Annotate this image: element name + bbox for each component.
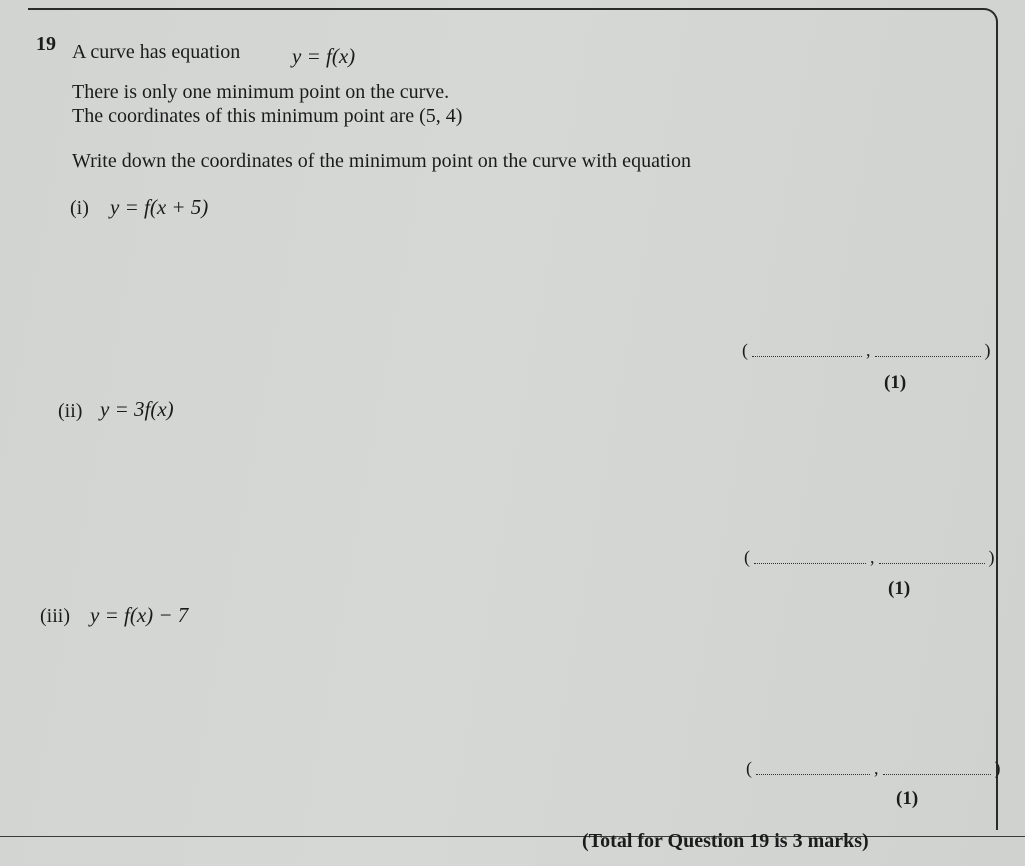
part-iii-y-blank[interactable] <box>883 773 991 775</box>
part-i-marks: (1) <box>884 372 907 393</box>
part-iii-equation: y = f(x) − 7 <box>90 603 189 627</box>
question-line-2: The coordinates of this minimum point are (5, 4) <box>72 105 463 127</box>
question-equation: y = f(x) <box>292 44 356 68</box>
part-ii-label: (ii) <box>58 400 83 422</box>
part-iii-answer[interactable] <box>746 758 1001 779</box>
part-iii-x-blank[interactable] <box>756 773 870 775</box>
part-ii-marks: (1) <box>888 578 911 599</box>
part-i-close-paren: ) <box>984 340 991 360</box>
part-i-y-blank[interactable] <box>875 355 981 357</box>
part-i-answer[interactable] <box>742 340 991 361</box>
part-iii-marks: (1) <box>896 788 919 809</box>
part-ii-close-paren: ) <box>988 547 995 567</box>
part-ii-answer[interactable] <box>744 547 995 568</box>
question-number: 19 <box>36 33 56 55</box>
part-ii-x-blank[interactable] <box>754 562 866 564</box>
part-ii-open-paren: ( <box>744 547 750 567</box>
part-iii-label: (iii) <box>40 605 70 627</box>
part-iii-comma: , <box>874 758 879 778</box>
part-i-label: (i) <box>70 197 89 219</box>
part-i-equation: y = f(x + 5) <box>110 195 209 219</box>
bottom-divider <box>0 836 1025 837</box>
part-i-open-paren: ( <box>742 340 748 360</box>
part-ii-y-blank[interactable] <box>879 562 985 564</box>
question-instruction: Write down the coordinates of the minimum point on the curve with equation <box>72 150 692 172</box>
question-intro: A curve has equation <box>72 41 241 63</box>
part-i-comma: , <box>866 340 871 360</box>
part-ii-comma: , <box>870 547 875 567</box>
part-ii-equation: y = 3f(x) <box>100 397 174 421</box>
total-marks: (Total for Question 19 is 3 marks) <box>582 830 869 852</box>
part-i-x-blank[interactable] <box>752 355 862 357</box>
part-iii-close-paren: ) <box>994 758 1001 778</box>
question-line-1: There is only one minimum point on the curve. <box>72 81 450 103</box>
part-iii-open-paren: ( <box>746 758 752 778</box>
